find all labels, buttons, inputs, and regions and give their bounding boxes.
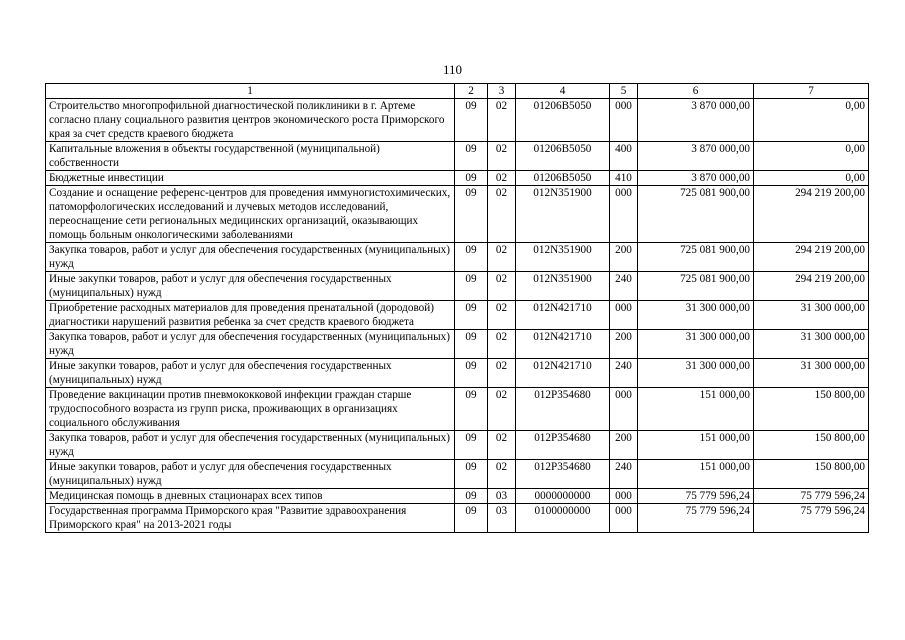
row-name-cell: Строительство многопрофильной диагностической поликлиники в г. Артеме согласно плану социального развития центров экономического роста Приморского края за счет средств краевого бюджета — [46, 99, 455, 142]
page-number: 110 — [442, 62, 463, 77]
row-name-cell: Закупка товаров, работ и услуг для обеспечения государственных (муниципальных) нужд — [46, 431, 455, 460]
target-article-cell: 01206В5050 — [516, 171, 610, 186]
row-name-cell: Медицинская помощь в дневных стационарах всех типов — [46, 489, 455, 504]
subsection-code-cell: 03 — [488, 504, 516, 533]
subsection-code-cell: 02 — [488, 431, 516, 460]
column-header: 2 — [455, 84, 488, 99]
target-article-cell: 012P354680 — [516, 431, 610, 460]
amount-column-6-cell: 725 081 900,00 — [638, 243, 754, 272]
expense-type-cell: 000 — [610, 99, 638, 142]
section-code-cell: 09 — [455, 171, 488, 186]
subsection-code-cell: 02 — [488, 99, 516, 142]
expense-type-cell: 240 — [610, 272, 638, 301]
column-header: 5 — [610, 84, 638, 99]
table-row — [46, 186, 869, 243]
amount-column-6-cell: 151 000,00 — [638, 431, 754, 460]
column-header: 7 — [754, 84, 869, 99]
amount-column-6-cell: 3 870 000,00 — [638, 99, 754, 142]
amount-column-6-cell: 31 300 000,00 — [638, 330, 754, 359]
target-article-cell: 01206В5050 — [516, 142, 610, 171]
target-article-cell: 012P354680 — [516, 460, 610, 489]
target-article-cell: 01206В5050 — [516, 99, 610, 142]
amount-column-7-cell: 0,00 — [754, 99, 869, 142]
section-code-cell: 09 — [455, 460, 488, 489]
section-code-cell: 09 — [455, 489, 488, 504]
expense-type-cell: 000 — [610, 186, 638, 243]
table-row — [46, 489, 869, 504]
target-article-cell: 012N421710 — [516, 301, 610, 330]
subsection-code-cell: 02 — [488, 388, 516, 431]
amount-column-6-cell: 725 081 900,00 — [638, 272, 754, 301]
table-row — [46, 272, 869, 301]
table-row — [46, 243, 869, 272]
row-name-cell: Иные закупки товаров, работ и услуг для обеспечения государственных (муниципальных) нужд — [46, 460, 455, 489]
subsection-code-cell: 02 — [488, 272, 516, 301]
table-row — [46, 330, 869, 359]
subsection-code-cell: 02 — [488, 243, 516, 272]
amount-column-7-cell: 31 300 000,00 — [754, 330, 869, 359]
row-name-cell: Проведение вакцинации против пневмококковой инфекции граждан старше трудоспособного возраста из групп риска, проживающих в организациях социального обслуживания — [46, 388, 455, 431]
table-row — [46, 431, 869, 460]
table-row — [46, 142, 869, 171]
amount-column-6-cell: 75 779 596,24 — [638, 504, 754, 533]
amount-column-6-cell: 3 870 000,00 — [638, 142, 754, 171]
section-code-cell: 09 — [455, 504, 488, 533]
table-body — [46, 99, 869, 533]
expense-type-cell: 000 — [610, 301, 638, 330]
section-code-cell: 09 — [455, 99, 488, 142]
section-code-cell: 09 — [455, 301, 488, 330]
row-name-cell: Бюджетные инвестиции — [46, 171, 455, 186]
table-row — [46, 504, 869, 533]
expense-type-cell: 000 — [610, 504, 638, 533]
amount-column-6-cell: 725 081 900,00 — [638, 186, 754, 243]
amount-column-6-cell: 31 300 000,00 — [638, 359, 754, 388]
column-header: 6 — [638, 84, 754, 99]
amount-column-7-cell: 75 779 596,24 — [754, 504, 869, 533]
table-row — [46, 171, 869, 186]
subsection-code-cell: 02 — [488, 142, 516, 171]
amount-column-6-cell: 151 000,00 — [638, 388, 754, 431]
target-article-cell: 012N421710 — [516, 359, 610, 388]
row-name-cell: Приобретение расходных материалов для проведения пренатальной (дородовой) диагностики нарушений развития ребенка за счет средств краевого бюджета — [46, 301, 455, 330]
amount-column-6-cell: 151 000,00 — [638, 460, 754, 489]
expense-type-cell: 200 — [610, 330, 638, 359]
expense-type-cell: 000 — [610, 489, 638, 504]
expense-type-cell: 200 — [610, 243, 638, 272]
subsection-code-cell: 02 — [488, 359, 516, 388]
table-row — [46, 388, 869, 431]
section-code-cell: 09 — [455, 243, 488, 272]
section-code-cell: 09 — [455, 388, 488, 431]
amount-column-7-cell: 0,00 — [754, 171, 869, 186]
amount-column-7-cell: 294 219 200,00 — [754, 186, 869, 243]
expense-type-cell: 000 — [610, 388, 638, 431]
amount-column-7-cell: 150 800,00 — [754, 460, 869, 489]
amount-column-7-cell: 0,00 — [754, 142, 869, 171]
expense-type-cell: 240 — [610, 460, 638, 489]
row-name-cell: Иные закупки товаров, работ и услуг для обеспечения государственных (муниципальных) нужд — [46, 272, 455, 301]
row-name-cell: Создание и оснащение референс-центров для проведения иммуногистохимических, патоморфологических исследований и лучевых методов исследований, переоснащение сети региональных медицинских организаций, оказывающих помощь больным онкологическими заболеваниями — [46, 186, 455, 243]
amount-column-7-cell: 294 219 200,00 — [754, 272, 869, 301]
column-header: 4 — [516, 84, 610, 99]
amount-column-7-cell: 31 300 000,00 — [754, 359, 869, 388]
table-row — [46, 99, 869, 142]
subsection-code-cell: 02 — [488, 186, 516, 243]
expense-type-cell: 200 — [610, 431, 638, 460]
subsection-code-cell: 02 — [488, 330, 516, 359]
section-code-cell: 09 — [455, 359, 488, 388]
amount-column-7-cell: 75 779 596,24 — [754, 489, 869, 504]
subsection-code-cell: 02 — [488, 460, 516, 489]
amount-column-7-cell: 150 800,00 — [754, 388, 869, 431]
table-row — [46, 301, 869, 330]
column-number-row — [46, 84, 869, 99]
row-name-cell: Иные закупки товаров, работ и услуг для обеспечения государственных (муниципальных) нужд — [46, 359, 455, 388]
target-article-cell: 012N351900 — [516, 186, 610, 243]
column-header: 3 — [488, 84, 516, 99]
target-article-cell: 012N351900 — [516, 243, 610, 272]
expense-type-cell: 240 — [610, 359, 638, 388]
amount-column-7-cell: 294 219 200,00 — [754, 243, 869, 272]
budget-table — [45, 83, 869, 533]
amount-column-7-cell: 31 300 000,00 — [754, 301, 869, 330]
target-article-cell: 0000000000 — [516, 489, 610, 504]
section-code-cell: 09 — [455, 186, 488, 243]
row-name-cell: Капитальные вложения в объекты государственной (муниципальной) собственности — [46, 142, 455, 171]
amount-column-7-cell: 150 800,00 — [754, 431, 869, 460]
section-code-cell: 09 — [455, 142, 488, 171]
expense-type-cell: 410 — [610, 171, 638, 186]
table-row — [46, 460, 869, 489]
subsection-code-cell: 02 — [488, 171, 516, 186]
amount-column-6-cell: 3 870 000,00 — [638, 171, 754, 186]
target-article-cell: 0100000000 — [516, 504, 610, 533]
section-code-cell: 09 — [455, 330, 488, 359]
row-name-cell: Закупка товаров, работ и услуг для обеспечения государственных (муниципальных) нужд — [46, 243, 455, 272]
target-article-cell: 012N421710 — [516, 330, 610, 359]
table-row — [46, 359, 869, 388]
subsection-code-cell: 03 — [488, 489, 516, 504]
section-code-cell: 09 — [455, 431, 488, 460]
target-article-cell: 012P354680 — [516, 388, 610, 431]
row-name-cell: Государственная программа Приморского края "Развитие здравоохранения Приморского края" на 2013-2021 годы — [46, 504, 455, 533]
amount-column-6-cell: 75 779 596,24 — [638, 489, 754, 504]
subsection-code-cell: 02 — [488, 301, 516, 330]
expense-type-cell: 400 — [610, 142, 638, 171]
target-article-cell: 012N351900 — [516, 272, 610, 301]
amount-column-6-cell: 31 300 000,00 — [638, 301, 754, 330]
column-header: 1 — [46, 84, 455, 99]
section-code-cell: 09 — [455, 272, 488, 301]
row-name-cell: Закупка товаров, работ и услуг для обеспечения государственных (муниципальных) нужд — [46, 330, 455, 359]
